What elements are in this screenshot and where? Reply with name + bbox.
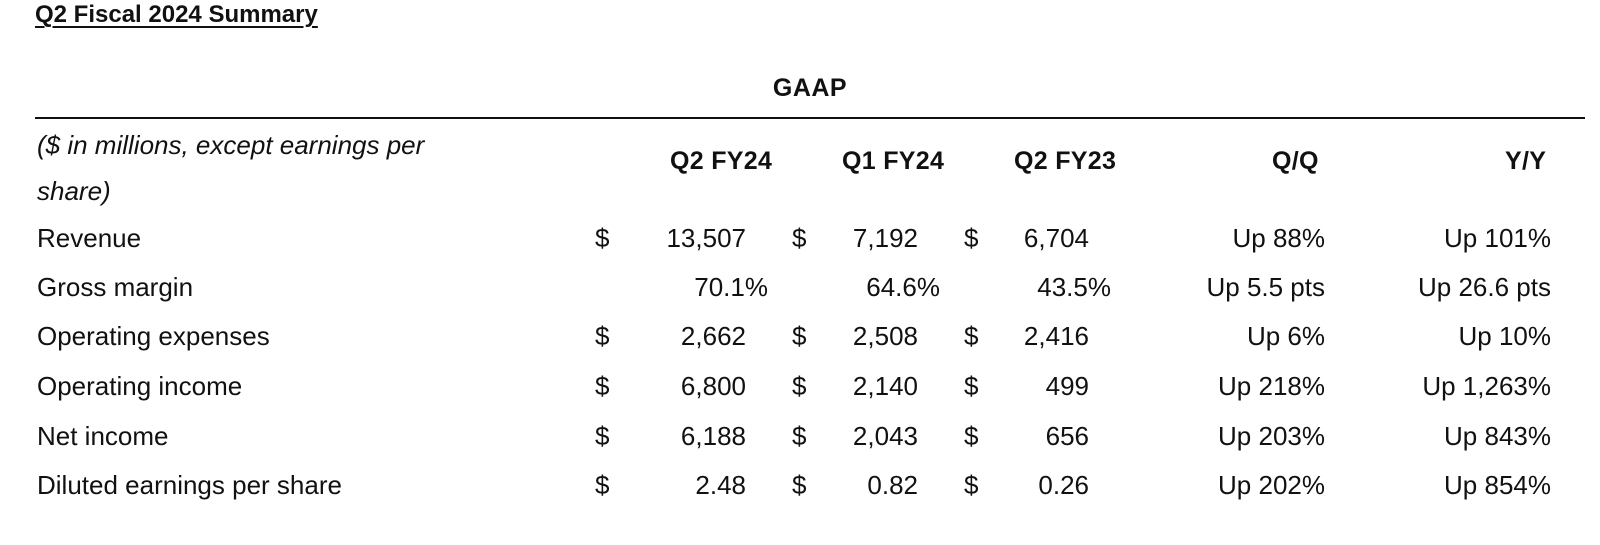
cell-q2fy24: 2,662 (680, 321, 746, 351)
cell-q2fy24: 6,800 (680, 371, 746, 401)
row-label: Revenue (37, 223, 142, 253)
cell-q2fy23: 0.26 (1038, 470, 1089, 500)
cell-q2fy24-currency: $ (595, 223, 610, 253)
row-label: Operating income (37, 371, 243, 401)
cell-qq-change: Up 6% (1246, 321, 1325, 351)
cell-q2fy24: 70.1% (694, 272, 768, 302)
column-header-qq: Q/Q (1272, 147, 1319, 175)
cell-q2fy23-currency: $ (964, 371, 979, 401)
header-rule (35, 117, 1585, 119)
gaap-header: GAAP (772, 74, 848, 102)
page-title: Q2 Fiscal 2024 Summary (35, 1, 318, 28)
cell-yy-change: Up 101% (1444, 223, 1551, 253)
cell-qq-change: Up 218% (1218, 371, 1325, 401)
cell-q2fy23: 656 (1045, 421, 1089, 451)
cell-q1fy24: 0.82 (867, 470, 918, 500)
cell-yy-change: Up 10% (1458, 321, 1551, 351)
cell-q1fy24-currency: $ (792, 470, 807, 500)
cell-q2fy24-currency: $ (595, 470, 610, 500)
cell-q2fy24: 13,507 (666, 223, 746, 253)
column-header-q2fy24: Q2 FY24 (670, 147, 773, 175)
cell-q1fy24-currency: $ (792, 421, 807, 451)
cell-q1fy24-currency: $ (792, 321, 807, 351)
row-label: Operating expenses (37, 321, 270, 351)
cell-q2fy23: 2,416 (1023, 321, 1089, 351)
cell-q2fy24: 2.48 (695, 470, 746, 500)
column-header-q1fy24: Q1 FY24 (842, 147, 945, 175)
cell-q1fy24: 7,192 (852, 223, 918, 253)
cell-yy-change: Up 854% (1444, 470, 1551, 500)
cell-qq-change: Up 203% (1218, 421, 1325, 451)
cell-q2fy23: 43.5% (1037, 272, 1111, 302)
cell-q2fy24-currency: $ (595, 421, 610, 451)
cell-qq-change: Up 202% (1218, 470, 1325, 500)
cell-yy-change: Up 843% (1444, 421, 1551, 451)
cell-q2fy23-currency: $ (964, 421, 979, 451)
row-label: Net income (37, 421, 169, 451)
cell-q2fy24-currency: $ (595, 371, 610, 401)
cell-yy-change: Up 26.6 pts (1418, 272, 1551, 302)
cell-qq-change: Up 88% (1232, 223, 1325, 253)
column-header-yy: Y/Y (1505, 147, 1547, 175)
cell-yy-change: Up 1,263% (1422, 371, 1551, 401)
cell-q1fy24-currency: $ (792, 223, 807, 253)
cell-qq-change: Up 5.5 pts (1206, 272, 1325, 302)
cell-q1fy24: 2,508 (852, 321, 918, 351)
cell-q2fy23-currency: $ (964, 470, 979, 500)
cell-q1fy24: 64.6% (866, 272, 940, 302)
cell-q2fy24: 6,188 (680, 421, 746, 451)
cell-q1fy24: 2,043 (852, 421, 918, 451)
cell-q1fy24: 2,140 (852, 371, 918, 401)
cell-q1fy24-currency: $ (792, 371, 807, 401)
row-label: Diluted earnings per share (37, 470, 342, 500)
cell-q2fy23-currency: $ (964, 321, 979, 351)
column-header-q2fy23: Q2 FY23 (1014, 147, 1117, 175)
cell-q2fy23-currency: $ (964, 223, 979, 253)
cell-q2fy24-currency: $ (595, 321, 610, 351)
cell-q2fy23: 6,704 (1023, 223, 1089, 253)
units-note: ($ in millions, except earnings per share) (37, 130, 425, 206)
row-label: Gross margin (37, 272, 194, 302)
cell-q2fy23: 499 (1045, 371, 1089, 401)
